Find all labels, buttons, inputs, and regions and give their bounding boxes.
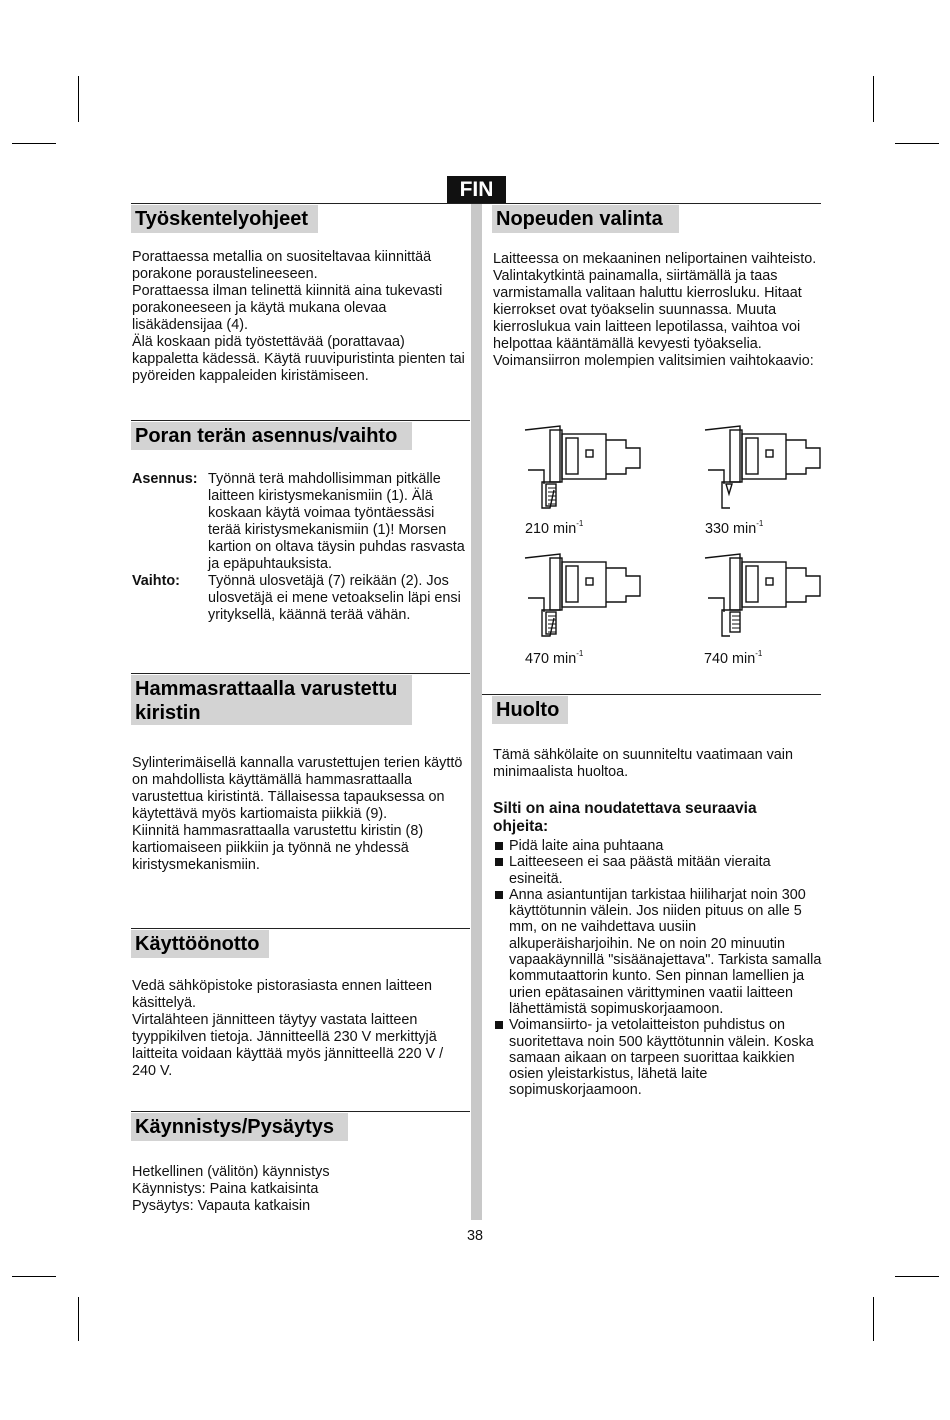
definition-row <box>132 471 468 573</box>
heading-line: Silti on aina noudatettava seuraavia <box>493 800 757 817</box>
crop-mark <box>895 1276 939 1277</box>
huolto-intro: Tämä sähkölaite on suunniteltu vaatimaan vain minimaalista huoltoa. <box>493 747 793 780</box>
hammas-body <box>132 755 464 874</box>
section-heading-hammas <box>131 675 412 725</box>
paragraph: Porattaessa metallia on suositeltavaa kiinnittää porakone poraustelineeseen. <box>132 249 432 282</box>
speed-value: 210 min <box>525 521 577 537</box>
crop-mark <box>78 76 79 122</box>
kaynnistys-body <box>132 1164 462 1215</box>
list-item-text: Pidä laite aina puhtaana <box>509 838 664 854</box>
bullet-square-icon <box>495 891 503 899</box>
speed-value: 330 min <box>705 521 757 537</box>
text-line: Käynnistys: Paina katkaisinta <box>132 1181 319 1197</box>
paragraph: Laitteessa on mekaaninen neliportainen vaihteisto. Valintakytkintä painamalla, siirtämällä ja taas varmistamalla valitaan haluttu kierrosluku. Hitaat kierrokset ovat työakselin suunnassa. Muuta kierroslukua vain laitteen lepotilassa, vaihtoa voi helpottaa kääntämällä kevyesti työakselia. <box>493 251 817 352</box>
section-heading-huolto: Huolto <box>492 696 568 724</box>
list-item <box>494 1017 824 1098</box>
huolto-instructions-heading <box>493 800 823 836</box>
speed-label <box>705 519 763 537</box>
crop-mark <box>873 1297 874 1341</box>
bullet-square-icon <box>495 842 503 850</box>
heading-line: kiristin <box>135 702 201 724</box>
poran-definition-list <box>132 471 468 624</box>
speed-exponent: -1 <box>755 649 763 658</box>
gear-diagram-330 <box>700 422 830 512</box>
gear-diagram-210 <box>520 422 650 512</box>
section-heading-poran: Poran terän asennus/vaihto <box>131 422 412 450</box>
huolto-bullet-list <box>494 838 824 1099</box>
list-item-text: Laitteeseen ei saa päästä mitään vieraita esineitä. <box>509 854 771 887</box>
column-divider <box>471 204 482 1220</box>
paragraph: Porattaessa ilman telinettä kiinnitä aina tukevasti porakoneeseen ja käytä mukana olevaa lisäkädensijaa (4). <box>132 283 443 333</box>
speed-label <box>525 519 583 537</box>
list-item <box>494 887 824 1017</box>
paragraph: Voimansiirron molempien valitsimien vaihtokaavio: <box>493 353 814 369</box>
section-rule <box>131 928 470 929</box>
text-line: Hetkellinen (välitön) käynnistys <box>132 1164 330 1180</box>
crop-mark <box>12 1276 56 1277</box>
speed-label <box>525 649 583 667</box>
bullet-square-icon <box>495 1021 503 1029</box>
nopeuden-body <box>493 251 823 370</box>
paragraph: Virtalähteen jännitteen täytyy vastata laitteen tyyppikilven tietoja. Jännitteellä 230 V merkittyjä laitteita voidaan käyttää myös jännitteellä 220 V / 240 V. <box>132 1012 444 1079</box>
gear-diagram-470 <box>520 550 650 640</box>
kayttoonotto-body <box>132 978 462 1080</box>
list-item <box>494 838 824 854</box>
definition-term: Vaihto: <box>132 573 180 589</box>
list-item-text: Anna asiantuntijan tarkistaa hiiliharjat noin 300 käyttötunnin välein. Jos niiden pituus on alle 5 mm, on ne vaihdettava uusiin alkuperäisharjoihin. Ne on noin 20 minuutin vapaakäynnillä "sisäänajettava". Tarkista samalla kommutaattorin kunto. Sen pinnan lamellien ja urien epätasainen värittyminen vaatii laitteen lähettämistä sopimuskorjaamoon. <box>509 886 822 1017</box>
heading-line: Hammasrattaalla varustettu <box>135 678 398 700</box>
crop-mark <box>12 143 56 144</box>
paragraph: Sylinterimäisellä kannalla varustettujen terien käyttö on mahdollista käyttämällä hammasrattaalla varustettua kiristintä. Tällaisessa tapauksessa on käytettävä myös kartiomaista piikkiä (9). <box>132 755 463 822</box>
tyoskentely-body <box>132 249 468 385</box>
speed-value: 470 min <box>525 651 577 667</box>
section-rule <box>131 420 470 421</box>
page-number: 38 <box>466 1228 483 1244</box>
list-item <box>494 854 824 887</box>
bullet-square-icon <box>495 858 503 866</box>
heading-line: ohjeita: <box>493 818 549 835</box>
paragraph: Älä koskaan pidä työstettävää (porattavaa) kappaletta kädessä. Käytä ruuvipuristinta pienten tai pyöreiden kappaleiden kiristämiseen. <box>132 334 465 384</box>
paragraph: Kiinnitä hammasrattaalla varustettu kiristin (8) kartiomaiseen piikkiin ja työnnä ne yhdessä kiristysmekanismiin. <box>132 823 424 873</box>
definition-desc: Työnnä ulosvetäjä (7) reikään (2). Jos ulosvetäjä ei mene vetoakselin läpi ensi yrityksellä, käännä terää vähän. <box>208 573 461 623</box>
speed-exponent: -1 <box>576 649 584 658</box>
definition-desc: Työnnä terä mahdollisimman pitkälle laitteen kiristysmekanismiin (1). Älä koskaan käytä voimaa työntäessäsi terää kiristysmekanismiin (1)! Morsen kartion on oltava täysin puhdas rasvasta ja epäpuhtauksista. <box>208 471 465 572</box>
gear-diagram-740 <box>700 550 830 640</box>
section-heading-kayttoonotto: Käyttöönotto <box>131 930 269 958</box>
list-item-text: Voimansiirto- ja vetolaitteiston puhdistus on suoritettava noin 500 käyttötunnin välein. Koska samaan aikaan on tarpeen suorittaa kaikkien osien yleistarkistus, lähetä laite sopimuskorjaamoon. <box>509 1017 814 1099</box>
text-line: Pysäytys: Vapauta katkaisin <box>132 1198 311 1214</box>
speed-exponent: -1 <box>576 519 584 528</box>
speed-value: 740 min <box>704 651 756 667</box>
language-tab: FIN <box>447 176 506 203</box>
crop-mark <box>873 76 874 122</box>
section-rule <box>131 673 470 674</box>
section-heading-tyoskentely: Työskentelyohjeet <box>131 205 318 233</box>
crop-mark <box>895 143 939 144</box>
section-rule <box>131 1111 470 1112</box>
section-heading-kaynnistys: Käynnistys/Pysäytys <box>131 1113 348 1141</box>
definition-term: Asennus: <box>132 471 198 487</box>
crop-mark <box>78 1297 79 1341</box>
section-heading-nopeuden: Nopeuden valinta <box>492 205 679 233</box>
section-rule <box>482 694 821 695</box>
speed-exponent: -1 <box>756 519 764 528</box>
paragraph: Vedä sähköpistoke pistorasiasta ennen laitteen käsittelyä. <box>132 978 433 1011</box>
definition-row <box>132 573 468 624</box>
speed-label <box>704 649 762 667</box>
